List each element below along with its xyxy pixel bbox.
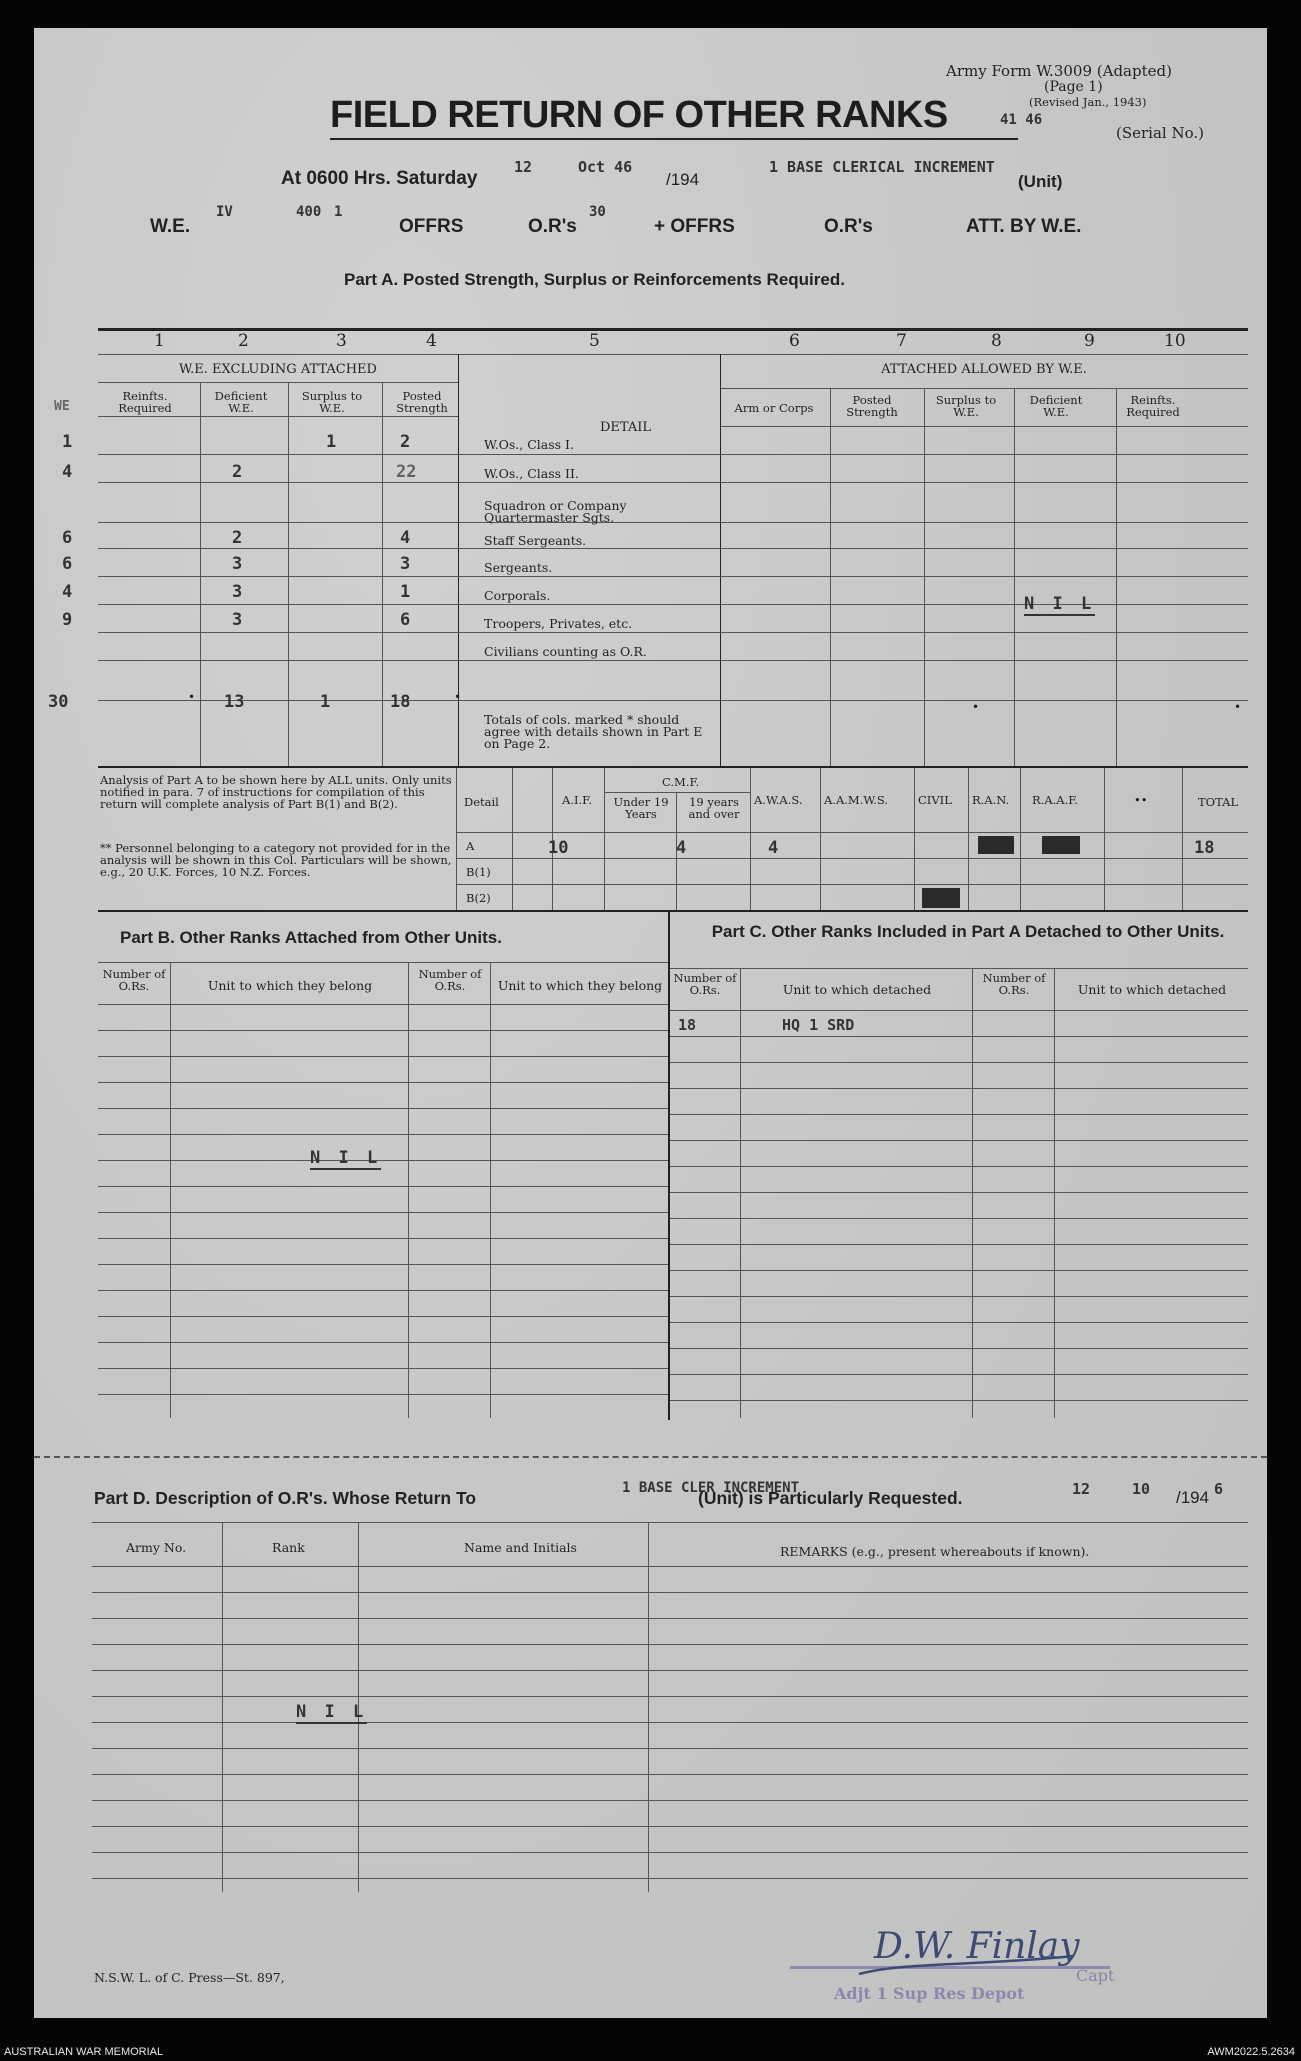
col-number-9: 9 xyxy=(1084,331,1095,351)
part-d-row-rule xyxy=(92,1644,1248,1645)
part-b-nil: N I L xyxy=(310,1148,382,1168)
part-c-row-unit: HQ 1 SRD xyxy=(782,1016,855,1034)
part-b-number-header-2: Number of O.Rs. xyxy=(418,967,482,993)
we-value-2: 400 xyxy=(296,204,322,220)
aamws-header: A.A.M.W.S. xyxy=(824,793,888,807)
part-a-vline xyxy=(720,354,721,766)
part-d-vline xyxy=(648,1522,649,1892)
archive-label-right: AWM2022.5.2634 xyxy=(1207,2046,1295,2058)
part-d-row-rule xyxy=(92,1748,1248,1749)
row-a-label: A xyxy=(466,839,475,853)
analysis-note: Analysis of Part A to be shown here by ALL units. Only units notified in para. 7 of instructions for compilation of this return will complete analysis of Part B(1) and B(2). xyxy=(100,773,452,811)
part-d-row-rule xyxy=(92,1852,1248,1853)
form-paper xyxy=(34,28,1267,2018)
deficient-total: 13 xyxy=(224,692,245,712)
analysis-vline xyxy=(820,768,821,910)
analysis-vline xyxy=(914,768,915,910)
col-number-1: 1 xyxy=(154,331,165,351)
part-a-number-rule xyxy=(98,354,1248,355)
part-b-row-rule xyxy=(98,1108,668,1109)
part-c-header-top xyxy=(670,968,1248,969)
row-a-awas: 4 xyxy=(768,838,779,858)
row-rule xyxy=(98,660,1248,661)
part-b-row-rule xyxy=(98,1264,668,1265)
detail-quartermaster-sgts: Squadron or Company Quartermaster Sgts. xyxy=(484,498,627,525)
posted-total: 18 xyxy=(390,692,411,712)
row-b2-label: B(2) xyxy=(466,891,491,905)
serial-number: 41 46 xyxy=(1000,112,1043,128)
part-c-row-rule xyxy=(670,1218,1248,1219)
col-number-2: 2 xyxy=(238,331,249,351)
header-surplus-to-we: Surplus to W.E. xyxy=(301,389,363,415)
part-d-nil: N I L xyxy=(296,1702,368,1722)
row-rule xyxy=(98,482,1248,483)
row-rule xyxy=(98,454,1248,455)
month-value: Oct 46 xyxy=(578,158,633,176)
row-rule xyxy=(98,700,1248,701)
header-reinfts-required: Reinfts. Required xyxy=(118,389,172,415)
we-header-bottom-rule xyxy=(98,416,458,417)
part-c-row-rule xyxy=(670,1010,1248,1011)
part-c-row-rule xyxy=(670,1140,1248,1141)
deficient-row-2: 2 xyxy=(232,462,243,482)
part-c-row-rule xyxy=(670,1062,1248,1063)
part-d-unit: 1 BASE CLER INCREMENT xyxy=(622,1480,800,1496)
part-c-row-rule xyxy=(670,1166,1248,1167)
part-c-row-rule xyxy=(670,1088,1248,1089)
analysis-rule xyxy=(456,884,1248,885)
we-row-1: 1 xyxy=(62,432,73,452)
col-number-6: 6 xyxy=(789,331,800,351)
part-b-header-top xyxy=(98,962,668,963)
analysis-rule xyxy=(456,858,1248,859)
part-d-day: 12 xyxy=(1072,1480,1091,1498)
part-d-row-rule xyxy=(92,1800,1248,1801)
part-d-row-rule xyxy=(92,1826,1248,1827)
cmf-sub-rule xyxy=(604,792,750,793)
posted-row-4: 4 xyxy=(400,528,411,548)
part-b-row-rule xyxy=(98,1212,668,1213)
row-b1-label: B(1) xyxy=(466,865,491,879)
posted-row-5: 3 xyxy=(400,554,411,574)
remarks-header: REMARKS (e.g., present whereabouts if known). xyxy=(780,1544,1090,1559)
header-arm-or-corps: Arm or Corps xyxy=(734,401,814,415)
star-mark: • xyxy=(1234,700,1242,714)
redacted-ran-cell xyxy=(978,836,1014,854)
attached-ors-label: O.R's xyxy=(824,216,873,237)
part-c-number-header: Number of O.Rs. xyxy=(673,971,737,997)
posted-row-1: 2 xyxy=(400,432,411,452)
surplus-row-1: 1 xyxy=(326,432,337,452)
personnel-note: ** Personnel belonging to a category not provided for in the analysis will be shown in this Col. Particulars will be shown, e.g., 20 U.K. Forces, 10 N.Z. Forces. xyxy=(100,841,452,879)
part-c-row-rule xyxy=(670,1244,1248,1245)
page-number: (Page 1) xyxy=(1044,79,1103,95)
over-19-header: 19 years and over xyxy=(688,795,740,821)
part-d-month: 10 xyxy=(1132,1480,1151,1498)
awas-header: A.W.A.S. xyxy=(754,793,803,807)
form-title: FIELD RETURN OF OTHER RANKS xyxy=(330,94,948,136)
posted-row-6: 1 xyxy=(400,582,411,602)
detail-wos-class-2: W.Os., Class II. xyxy=(484,466,579,481)
we-margin-mark: WE xyxy=(54,399,70,414)
deficient-row-4: 2 xyxy=(232,528,243,548)
part-c-row-rule xyxy=(670,1270,1248,1271)
header-posted-strength: Posted Strength xyxy=(396,389,448,415)
part-b-unit-header: Unit to which they belong xyxy=(207,978,373,993)
analysis-vline xyxy=(968,768,969,910)
analysis-rule xyxy=(456,832,1248,833)
star-mark: • xyxy=(188,690,196,704)
star-mark: • xyxy=(972,700,980,714)
part-d-title-prefix: Part D. Description of O.R's. Whose Return To xyxy=(94,1488,477,1508)
part-c-row-number: 18 xyxy=(678,1016,697,1034)
army-form-number: Army Form W.3009 (Adapted) xyxy=(946,62,1172,80)
row-rule xyxy=(98,548,1248,549)
col-number-3: 3 xyxy=(336,331,347,351)
part-b-number-header: Number of O.Rs. xyxy=(102,967,166,993)
part-a-top-rule xyxy=(98,328,1248,331)
header-deficient-we: Deficient W.E. xyxy=(214,389,268,415)
part-d-year: 6 xyxy=(1214,1480,1224,1498)
attached-allowed-by-we: ATTACHED ALLOWED BY W.E. xyxy=(881,362,1087,377)
attached-sub-rule xyxy=(720,388,1248,389)
we-row-5: 6 xyxy=(62,554,73,574)
col-number-7: 7 xyxy=(896,331,907,351)
under-19-header: Under 19 Years xyxy=(613,795,669,821)
we-value-1: IV xyxy=(216,204,233,220)
analysis-vline xyxy=(750,768,751,910)
serial-label: (Serial No.) xyxy=(1116,124,1204,142)
surplus-total: 1 xyxy=(320,692,331,712)
part-a-vline xyxy=(382,382,383,766)
part-c-row-rule xyxy=(670,1348,1248,1349)
we-total: 30 xyxy=(48,692,69,712)
part-a-vline xyxy=(924,388,925,766)
row-a-over-19: 4 xyxy=(676,838,687,858)
detail-corporals: Corporals. xyxy=(484,588,551,603)
analysis-vline xyxy=(1020,768,1021,910)
part-c-title: Part C. Other Ranks Included in Part A Detached to Other Units. xyxy=(711,922,1225,941)
att-by-we-label: ATT. BY W.E. xyxy=(966,216,1082,237)
row-rule xyxy=(98,576,1248,577)
unit-label: (Unit) xyxy=(1018,172,1063,191)
day-value: 12 xyxy=(514,158,533,176)
army-no-header: Army No. xyxy=(126,1540,187,1555)
header-attached-deficient: Deficient W.E. xyxy=(1029,393,1083,419)
cmf-header: C.M.F. xyxy=(662,775,700,789)
part-a-vline xyxy=(1014,388,1015,766)
part-a-vline xyxy=(458,354,459,766)
posted-row-7: 6 xyxy=(400,610,411,630)
col-number-4: 4 xyxy=(426,331,437,351)
detail-wos-class-1: W.Os., Class I. xyxy=(484,437,574,452)
attached-nil: N I L xyxy=(1024,594,1096,614)
capt-stamp: Capt xyxy=(1076,1966,1115,1985)
part-b-row-rule xyxy=(98,1186,668,1187)
analysis-vline xyxy=(1104,768,1105,910)
part-c-unit-header: Unit to which detached xyxy=(782,982,932,997)
col-number-8: 8 xyxy=(991,331,1002,351)
we-value-3: 1 xyxy=(334,204,343,220)
tear-line xyxy=(34,1456,1267,1458)
part-b-row-rule xyxy=(98,1316,668,1317)
part-b-unit-header-2: Unit to which they belong xyxy=(497,978,663,993)
part-a-title: Part A. Posted Strength, Surplus or Reinforcements Required. xyxy=(344,270,845,289)
deficient-row-7: 3 xyxy=(232,610,243,630)
part-d-row-rule xyxy=(92,1592,1248,1593)
civil-header: CIVIL xyxy=(918,793,952,807)
part-d-title-suffix: (Unit) is Particularly Requested. xyxy=(698,1488,963,1508)
part-d-row-rule xyxy=(92,1878,1248,1879)
total-header: TOTAL xyxy=(1198,795,1239,809)
deficient-row-6: 3 xyxy=(232,582,243,602)
we-excluding-attached: W.E. EXCLUDING ATTACHED xyxy=(179,362,377,377)
analysis-vline xyxy=(456,768,457,910)
part-c-number-header-2: Number of O.Rs. xyxy=(982,971,1046,997)
part-c-row-rule xyxy=(670,1400,1248,1401)
detail-civilians: Civilians counting as O.R. xyxy=(484,644,647,659)
we-row-2: 4 xyxy=(62,462,73,482)
archive-label-left: AUSTRALIAN WAR MEMORIAL xyxy=(4,2046,164,2058)
part-b-row-rule xyxy=(98,1238,668,1239)
raaf-header: R.A.A.F. xyxy=(1032,793,1079,807)
press-imprint: N.S.W. L. of C. Press—St. 897, xyxy=(94,1970,285,1985)
part-a-bottom-rule xyxy=(98,766,1248,768)
part-d-row-rule xyxy=(92,1774,1248,1775)
row-a-total: 18 xyxy=(1194,838,1215,858)
adjutant-stamp: Adjt 1 Sup Res Depot xyxy=(834,1984,1025,2003)
analysis-vline xyxy=(604,768,605,910)
part-c-row-rule xyxy=(670,1192,1248,1193)
attached-header-bottom-rule xyxy=(720,426,1248,427)
header-attached-reinfts: Reinfts. Required xyxy=(1126,393,1180,419)
part-b-row-rule xyxy=(98,1342,668,1343)
redacted-raaf-cell xyxy=(1042,836,1080,854)
analysis-vline xyxy=(1182,768,1183,910)
part-d-header-top xyxy=(92,1522,1248,1523)
aif-header: A.I.F. xyxy=(562,793,593,807)
at-hours-label: At 0600 Hrs. Saturday xyxy=(281,168,478,189)
part-a-vline xyxy=(288,382,289,766)
detail-troopers-privates: Troopers, Privates, etc. xyxy=(484,616,633,631)
part-b-row-rule xyxy=(98,1030,668,1031)
we-row-7: 9 xyxy=(62,610,73,630)
year-prefix: /194 xyxy=(666,170,700,189)
part-b-row-rule xyxy=(98,1134,668,1135)
part-c-row-rule xyxy=(670,1036,1248,1037)
offrs-label: OFFRS xyxy=(399,216,464,237)
part-b-row-rule xyxy=(98,1368,668,1369)
part-d-vline xyxy=(222,1522,223,1892)
we-label: W.E. xyxy=(150,216,191,237)
part-d-row-rule xyxy=(92,1618,1248,1619)
part-b-row-rule xyxy=(98,1290,668,1291)
part-d-row-rule xyxy=(92,1670,1248,1671)
plus-offrs-label: + OFFRS xyxy=(654,216,735,237)
col-number-5: 5 xyxy=(589,331,600,351)
ran-header: R.A.N. xyxy=(972,793,1010,807)
part-b-row-rule xyxy=(98,1082,668,1083)
row-rule xyxy=(98,632,1248,633)
analysis-bottom-rule xyxy=(98,910,1248,912)
revised-date: (Revised Jan., 1943) xyxy=(1029,95,1147,109)
name-initials-header: Name and Initials xyxy=(464,1540,577,1555)
unit-value: 1 BASE CLERICAL INCREMENT xyxy=(769,158,995,176)
part-b-row-rule xyxy=(98,1056,668,1057)
part-c-row-rule xyxy=(670,1114,1248,1115)
col-number-10: 10 xyxy=(1164,331,1186,351)
analysis-detail-header: Detail xyxy=(464,795,499,809)
part-a-vline xyxy=(830,388,831,766)
detail-sergeants: Sergeants. xyxy=(484,560,553,575)
star-mark: • xyxy=(454,690,462,704)
part-a-vline xyxy=(200,382,201,766)
part-c-row-rule xyxy=(670,1296,1248,1297)
part-d-row-rule xyxy=(92,1696,1248,1697)
detail-totals-note: Totals of cols. marked * should agree with details shown in Part E on Page 2. xyxy=(484,712,703,751)
part-c-row-rule xyxy=(670,1374,1248,1375)
rank-header: Rank xyxy=(272,1540,305,1555)
part-c-unit-header-2: Unit to which detached xyxy=(1077,982,1227,997)
ors-label: O.R's xyxy=(528,216,577,237)
signature xyxy=(854,1908,1114,1988)
title-underline xyxy=(330,138,1018,140)
we-row-4: 6 xyxy=(62,528,73,548)
detail-staff-sergeants: Staff Sergeants. xyxy=(484,533,587,548)
deficient-row-5: 3 xyxy=(232,554,243,574)
row-a-aif: 10 xyxy=(548,838,569,858)
part-d-year-prefix: /194 xyxy=(1176,1488,1210,1507)
ors-value: 30 xyxy=(589,204,606,220)
part-c-row-rule xyxy=(670,1322,1248,1323)
analysis-vline xyxy=(512,768,513,910)
part-d-row-rule xyxy=(92,1566,1248,1567)
part-a-vline xyxy=(1116,388,1117,766)
other-category-header: •• xyxy=(1134,793,1148,807)
part-b-title: Part B. Other Ranks Attached from Other Units. xyxy=(120,928,502,947)
redacted-civil-cell xyxy=(922,888,960,908)
header-attached-posted-strength: Posted Strength xyxy=(846,393,898,419)
part-d-row-rule xyxy=(92,1722,1248,1723)
header-detail: DETAIL xyxy=(600,420,652,435)
we-row-6: 4 xyxy=(62,582,73,602)
we-sub-rule xyxy=(98,382,458,383)
part-b-row-rule xyxy=(98,1004,668,1005)
part-b-row-rule xyxy=(98,1394,668,1395)
part-b-row-rule xyxy=(98,1160,668,1161)
header-attached-surplus: Surplus to W.E. xyxy=(935,393,997,419)
posted-row-2: 22 xyxy=(396,462,417,482)
signature-text: D.W. Finlay xyxy=(874,1926,1080,1967)
